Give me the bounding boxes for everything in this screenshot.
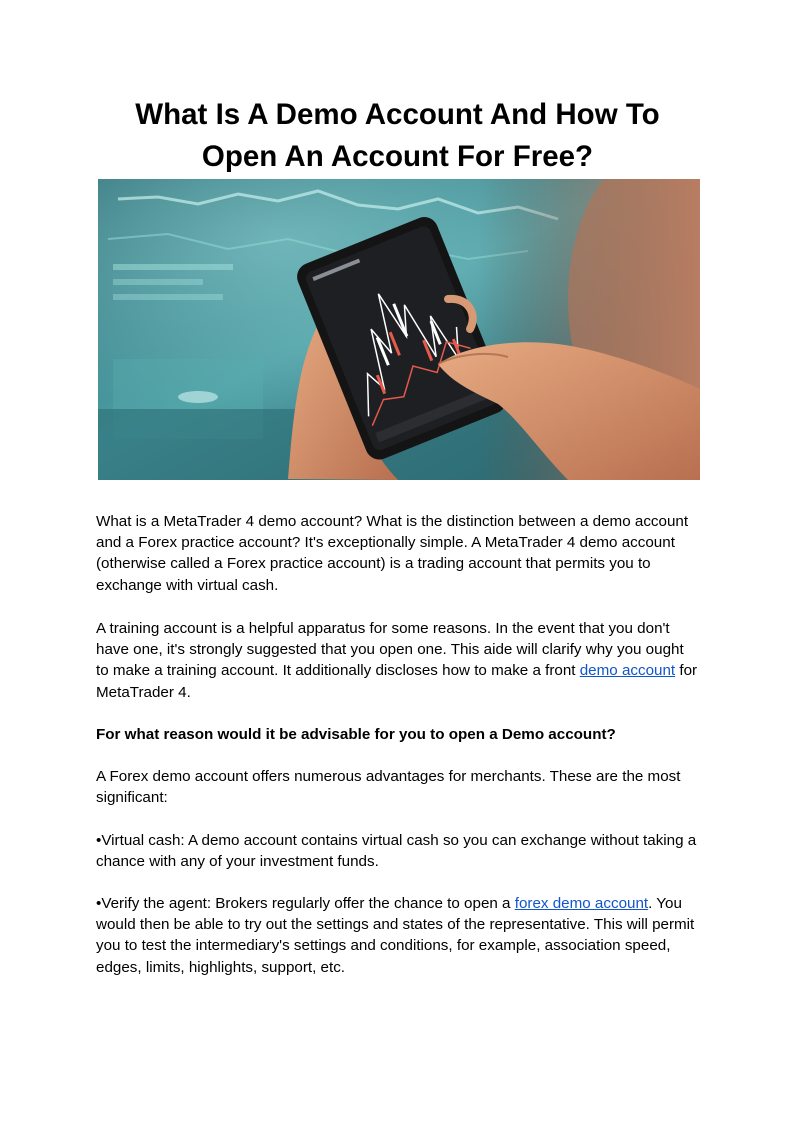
paragraph-advantages: A Forex demo account offers numerous advantages for merchants. These are the most significant: xyxy=(96,768,681,807)
demo-account-link[interactable]: demo account xyxy=(579,662,676,680)
paragraph-text: . You would then be able to try out the settings and states of the representative. This will permit you to test the intermediary's settings and conditions, for example, association speed, edges, limits, highlights, support, etc. xyxy=(96,895,695,976)
paragraph-text: for MetaTrader 4. xyxy=(96,662,698,701)
paragraph-training-account xyxy=(96,618,700,703)
page-title: What Is A Demo Account And How To Open An Account For Free? xyxy=(135,98,660,173)
hero-image xyxy=(98,179,700,480)
bullet-verify-agent xyxy=(96,893,700,978)
paragraph-text: •Verify the agent: Brokers regularly offer the chance to open a xyxy=(96,895,515,912)
paragraph-text: A training account is a helpful apparatus for some reasons. In the event that you don't have one, it's strongly suggested that you open one. This aide will clarify why you ought to make a training account. It additionally discloses how to make a front xyxy=(96,620,684,680)
forex-demo-account-link[interactable]: forex demo account xyxy=(514,895,649,912)
section-heading: For what reason would it be advisable for you to open a Demo account? xyxy=(96,726,616,743)
paragraph-intro: What is a MetaTrader 4 demo account? What is the distinction between a demo account and a Forex practice account? It's exceptionally simple. A MetaTrader 4 demo account (otherwise called a Forex practice account) is a trading account that permits you to exchange with virtual cash. xyxy=(96,513,689,594)
bullet-virtual-cash: •Virtual cash: A demo account contains virtual cash so you can exchange without taking a chance with any of your investment funds. xyxy=(96,832,697,871)
